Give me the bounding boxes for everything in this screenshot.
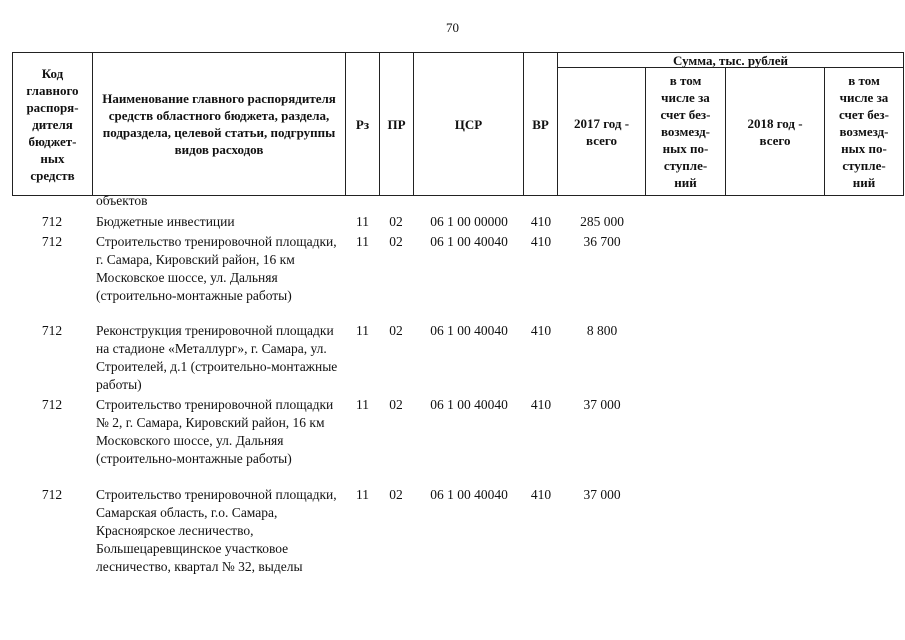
cell-rz: 11 [356,397,369,412]
header-sum-group: Сумма, тыс. рублей [673,52,788,68]
cell-vr: 410 [530,397,552,412]
cell-sum-2017: 36 700 [583,234,621,249]
cell-code: 712 [41,487,63,502]
cell-sum-2017: 285 000 [580,214,624,229]
cell-vr: 410 [530,234,552,249]
table-header [12,52,904,196]
cell-code: 712 [41,214,63,229]
header-2017-total: 2017 год - всего [573,115,630,148]
cell-pr: 02 [389,397,403,412]
cell-rz: 11 [356,323,369,338]
header-border-right [903,52,904,196]
cell-sum-2017: 8 800 [586,323,618,338]
cell-pr: 02 [389,323,403,338]
cell-csr: 06 1 00 40040 [430,323,508,338]
header-code: Код главного распоря- дителя бюджет- ных средств [26,65,79,183]
cell-code: 712 [41,234,63,249]
header-pr: ПР [387,116,406,132]
header-name: Наименование главного распорядителя средств областного бюджета, раздела, подраздела, целевой статьи, подгруппы видов расходов [102,91,336,157]
header-2018-total: 2018 год - всего [747,115,803,148]
cell-code: 712 [41,397,63,412]
cell-pr: 02 [389,487,403,502]
cell-vr: 410 [530,323,552,338]
cell-vr: 410 [530,214,552,229]
cell-vr: 410 [530,487,552,502]
header-csr: ЦСР [454,116,483,132]
header-2018-free: в том числе за счет без- возмезд- ных по- ступле- ний [839,73,889,190]
cell-name: Строительство тренировочной площадки № 2, г. Самара, Кировский район, 16 км Московского шоссе, ул. Дальняя (строительно-монтажные работы) [96,397,334,466]
cell-pr: 02 [389,214,403,229]
page-number: 70 [446,20,459,35]
cell-name: Строительство тренировочной площадки, г. Самара, Кировский район, 16 км Московское шоссе, ул. Дальняя (строительно-монтажные работы) [96,234,337,303]
cell-rz: 11 [356,214,369,229]
cell-sum-2017: 37 000 [583,487,621,502]
header-rz: Рз [355,116,370,132]
header-2017-free: в том числе за счет без- возмезд- ных по- ступле- ний [660,73,711,190]
cell-name: Бюджетные инвестиции [96,214,235,229]
cell-sum-2017: 37 000 [583,397,621,412]
cell-csr: 06 1 00 40040 [430,234,508,249]
cell-csr: 06 1 00 00000 [430,214,508,229]
cell-rz: 11 [356,234,369,249]
cell-rz: 11 [356,487,369,502]
cell-code: 712 [41,323,63,338]
cell-csr: 06 1 00 40040 [430,397,508,412]
cell-name: Реконструкция тренировочной площадки на стадионе «Металлург», г. Самара, ул. Строителей, д.1 (строительно-монтажные работы) [96,323,338,392]
carryover-text: объектов [96,193,148,208]
cell-csr: 06 1 00 40040 [430,487,508,502]
cell-name: Строительство тренировочной площадки, Самарская область, г.о. Самара, Красноярское лесничество, Большецаревщинское участковое лесничество, квартал № 32, выделы [96,487,337,574]
header-vr: ВР [532,116,549,132]
cell-pr: 02 [389,234,403,249]
